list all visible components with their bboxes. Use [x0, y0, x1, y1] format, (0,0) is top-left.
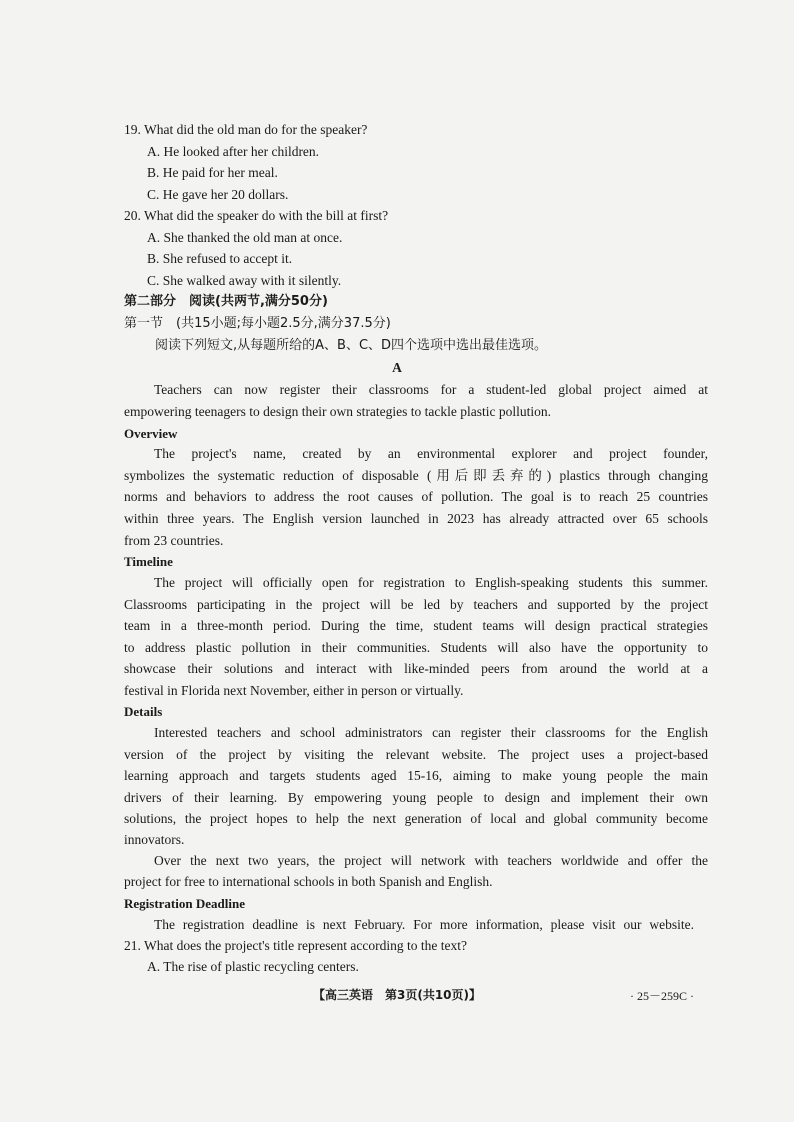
page-footer-label: 【高三英语 第3页(共10页)】	[312, 988, 482, 1002]
timeline-line-3: team in a three-month period. During the time, student teams will design practical strategies	[124, 618, 708, 633]
overview-line-3: norms and behaviors to address the root causes of pollution. The goal is to reach 25 countries	[124, 489, 708, 504]
deadline-text: The registration deadline is next February. For more information, please visit our website.	[154, 917, 694, 932]
timeline-heading: Timeline	[124, 554, 173, 569]
intro-line-2: empowering teenagers to design their own strategies to tackle plastic pollution.	[124, 404, 552, 419]
option-20a: A. She thanked the old man at once.	[147, 230, 343, 245]
timeline-line-2: Classrooms participating in the project will be led by teachers and supported by the project	[124, 597, 708, 612]
option-21a: A. The rise of plastic recycling centers.	[147, 959, 359, 974]
details-line-6: innovators.	[124, 832, 185, 847]
option-20b: B. She refused to accept it.	[147, 251, 293, 266]
overview-line-2: symbolizes the systematic reduction of disposable (用后即丢弃的) plastics through changing	[124, 468, 708, 483]
option-19c: C. He gave her 20 dollars.	[147, 187, 289, 202]
option-19a: A. He looked after her children.	[147, 144, 320, 159]
instruction: 阅读下列短文,从每题所给的A、B、C、D四个选项中选出最佳选项。	[155, 338, 548, 353]
details-line-3: learning approach and targets students aged 15-16, aiming to make young people the main	[124, 768, 708, 783]
passage-label: A	[392, 360, 402, 375]
details-heading: Details	[124, 704, 163, 719]
timeline-line-5: showcase their solutions and interact with like-minded peers from around the world at a	[124, 661, 708, 676]
overview-line-5: from 23 countries.	[124, 533, 224, 548]
overview-line-4: within three years. The English version launched in 2023 has already attracted over 65 schools	[124, 511, 708, 526]
details-line-4: drivers of their learning. By empowering young people to design and implement their own	[124, 790, 708, 805]
question-20: 20. What did the speaker do with the bill at first?	[124, 208, 389, 223]
timeline-line-1: The project will officially open for registration to English-speaking students this summer.	[154, 575, 708, 590]
section-title: 第一节 (共15小题;每小题2.5分,满分37.5分)	[124, 316, 391, 331]
question-21: 21. What does the project's title represent according to the text?	[124, 938, 467, 953]
part-title: 第二部分 阅读(共两节,满分50分)	[124, 294, 328, 309]
overview-line-1: The project's name, created by an environmental explorer and project founder,	[154, 446, 708, 461]
details-line-2: version of the project by visiting the relevant website. The project uses a project-based	[124, 747, 708, 762]
details-line-1: Interested teachers and school administrators can register their classrooms for the English	[154, 725, 708, 740]
timeline-line-6: festival in Florida next November, either in person or virtually.	[124, 683, 464, 698]
question-19: 19. What did the old man do for the speaker?	[124, 122, 368, 137]
timeline-line-4: to address plastic pollution in their communities. Students will also have the opportunity to	[124, 640, 708, 655]
details2-line-2: project for free to international schools in both Spanish and English.	[124, 874, 493, 889]
details-line-5: solutions, the project hopes to help the next generation of local and global community become	[124, 811, 708, 826]
overview-heading: Overview	[124, 426, 178, 441]
intro-line-1: Teachers can now register their classrooms for a student-led global project aimed at	[154, 382, 708, 397]
option-19b: B. He paid for her meal.	[147, 165, 278, 180]
option-20c: C. She walked away with it silently.	[147, 273, 342, 288]
exam-code: · 25－259C ·	[630, 989, 694, 1003]
details2-line-1: Over the next two years, the project will network with teachers worldwide and offer the	[154, 853, 708, 868]
deadline-heading: Registration Deadline	[124, 896, 245, 911]
